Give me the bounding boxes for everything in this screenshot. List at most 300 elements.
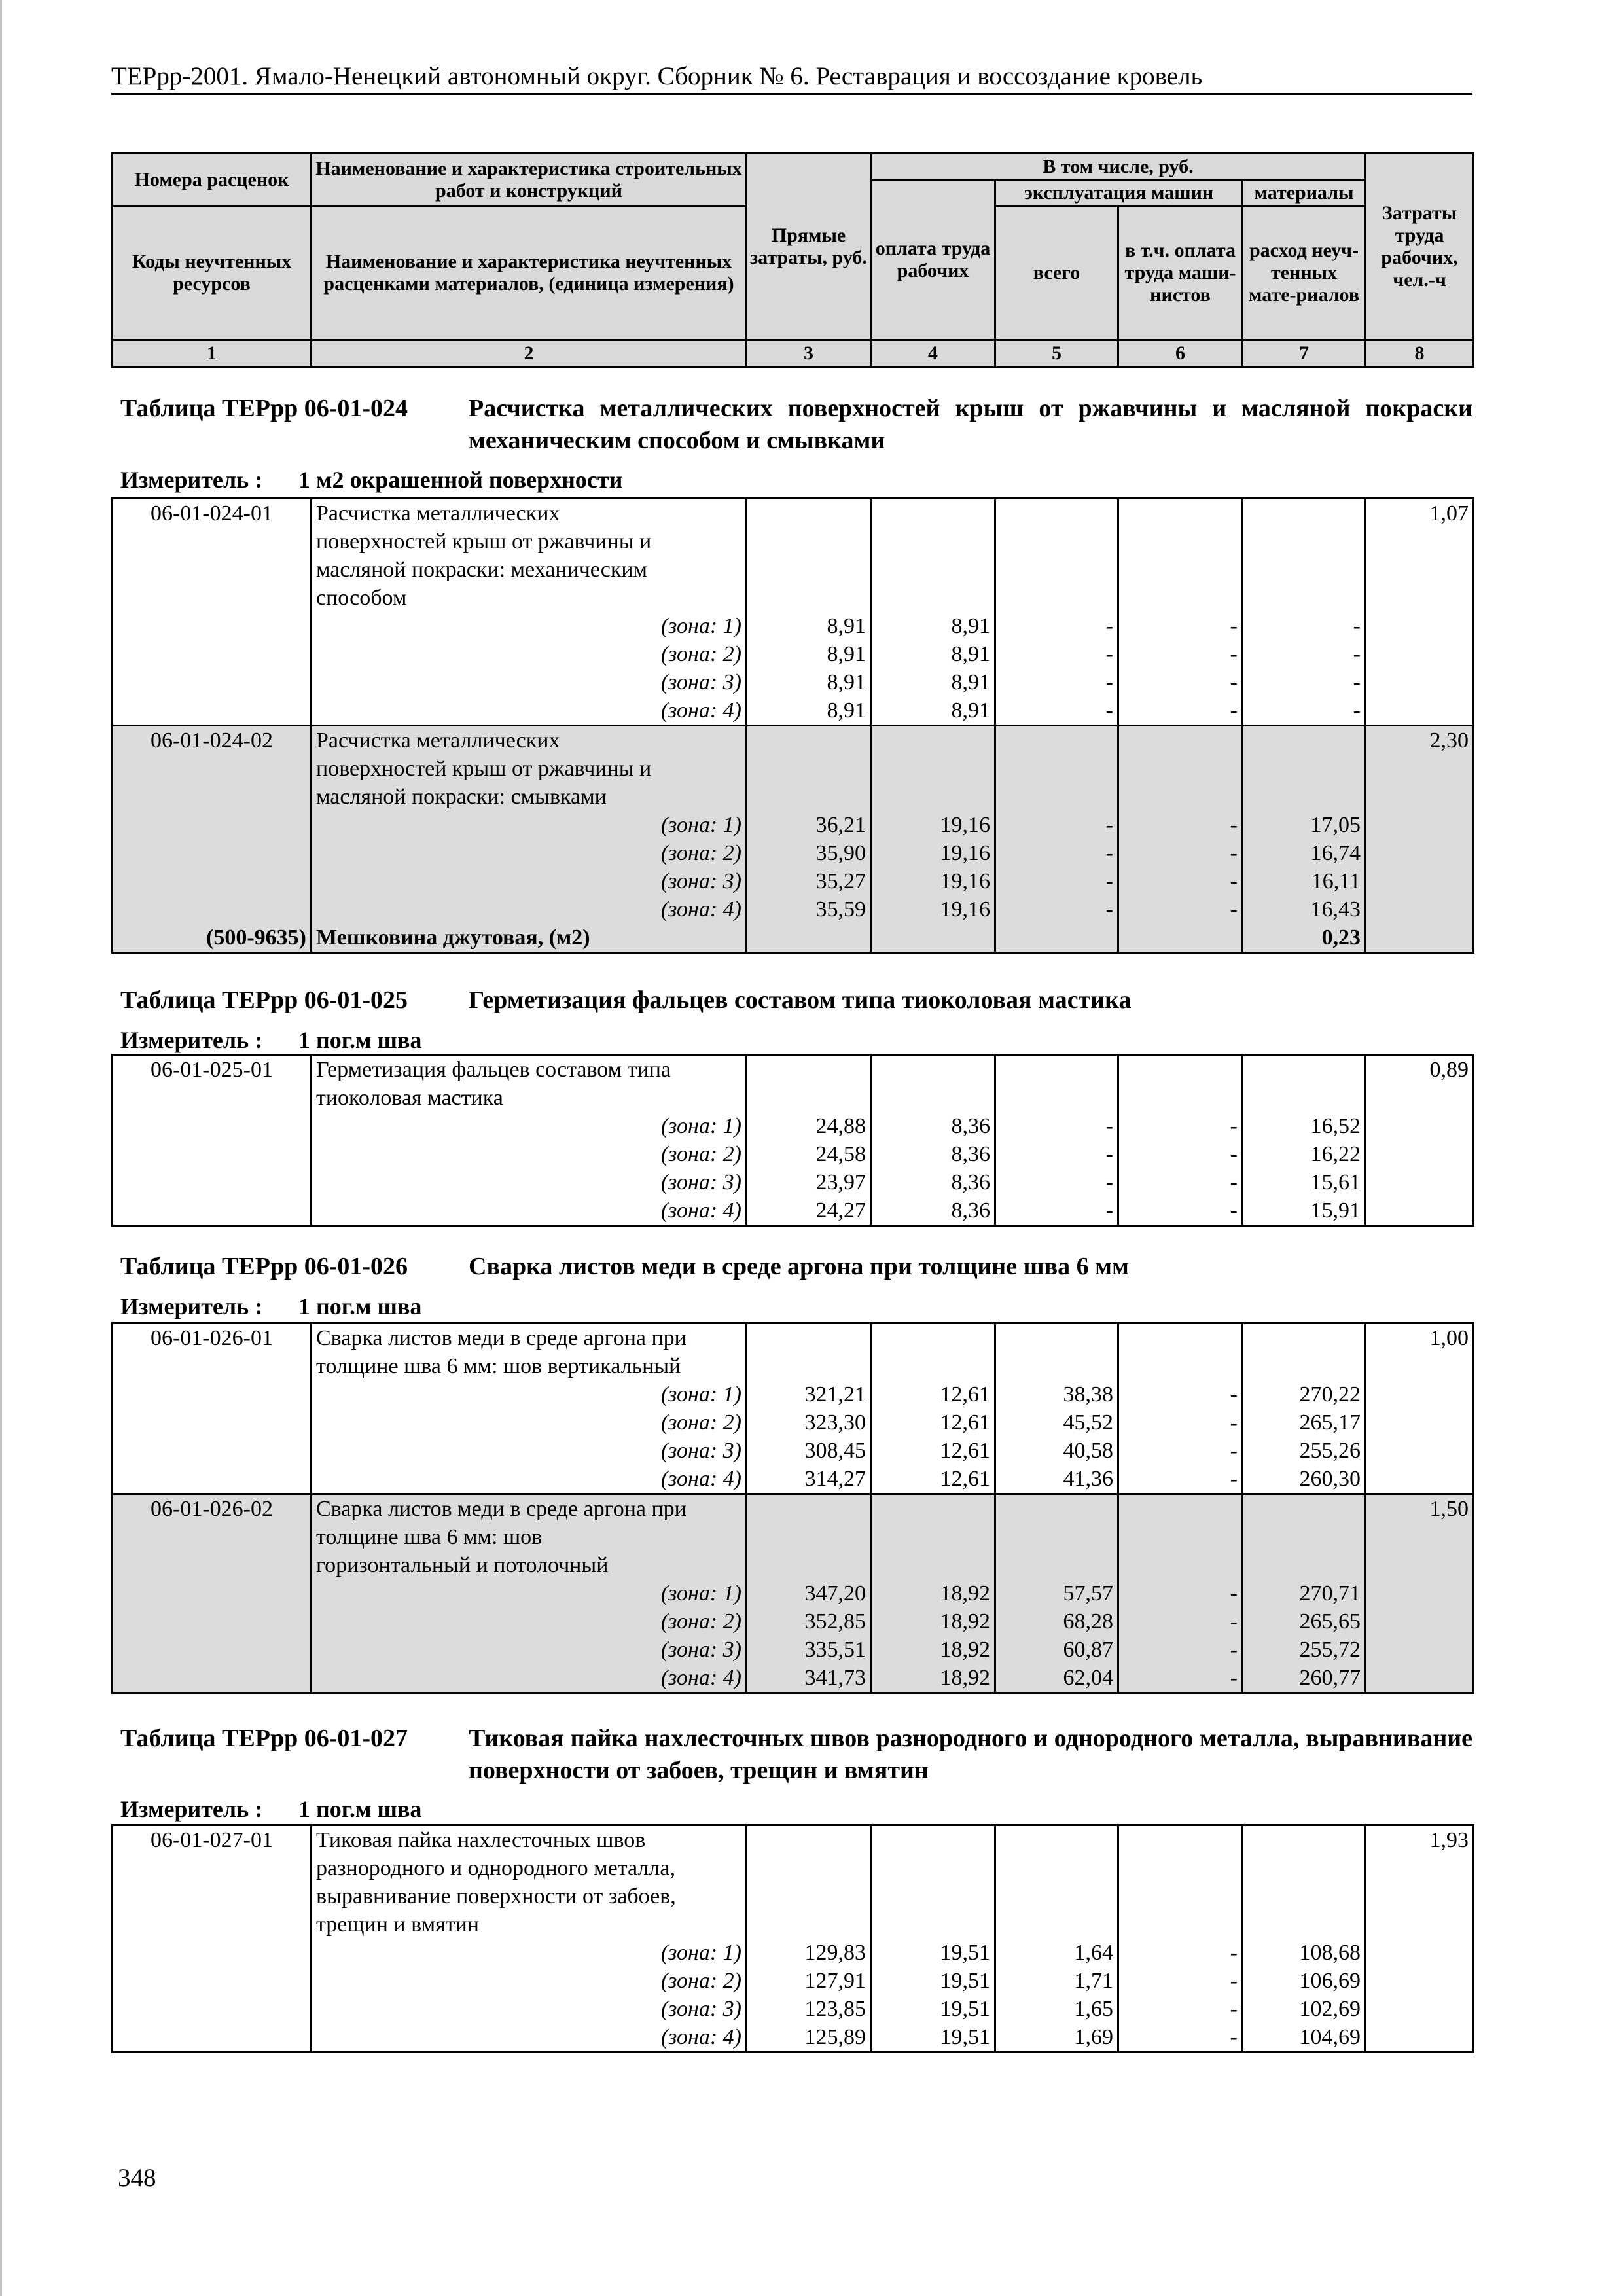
cell-empty (1366, 1380, 1474, 1408)
cell-empty (113, 1967, 312, 1995)
cell-empty (1366, 528, 1474, 556)
cell-empty (113, 528, 312, 556)
materials-cost: 270,22 (1243, 1380, 1366, 1408)
rate-name-line: Герметизация фальцев составом типа (312, 1055, 747, 1085)
cell-empty (1118, 1084, 1243, 1112)
cell-empty (747, 924, 871, 953)
rate-name-line: толщине шва 6 мм: шов (312, 1523, 747, 1551)
zone-price-row (113, 1939, 1474, 1967)
cell-empty (995, 499, 1118, 528)
cell-empty (1366, 1437, 1474, 1465)
materials-cost: 260,30 (1243, 1465, 1366, 1494)
rate-description-row (113, 584, 1474, 612)
cell-empty (747, 783, 871, 811)
direct-cost: 123,85 (747, 1995, 871, 2023)
zone-price-row (113, 1168, 1474, 1196)
direct-cost: 35,59 (747, 895, 871, 924)
cell-empty (1243, 726, 1366, 755)
rate-description-row (113, 1494, 1474, 1524)
materials-cost: 260,77 (1243, 1664, 1366, 1693)
zone-label: (зона: 2) (312, 839, 747, 867)
measure-value: 1 пог.м шва (298, 1796, 422, 1822)
measure-value: 1 пог.м шва (298, 1027, 422, 1053)
machinist-pay: - (1118, 2023, 1243, 2053)
machines-total: 45,52 (995, 1408, 1118, 1437)
machines-total: - (995, 1168, 1118, 1196)
cell-empty (747, 1084, 871, 1112)
cell-empty (995, 528, 1118, 556)
zone-label: (зона: 3) (312, 1437, 747, 1465)
zone-label: (зона: 3) (312, 668, 747, 696)
page-number: 348 (118, 2164, 156, 2192)
cell-empty (1366, 1112, 1474, 1140)
cell-empty (1366, 1168, 1474, 1196)
direct-cost: 352,85 (747, 1607, 871, 1636)
machinist-pay: - (1118, 895, 1243, 924)
rate-name-line: выравнивание поверхности от забоев, (312, 1882, 747, 1910)
zone-price-row (113, 1579, 1474, 1607)
cell-empty (1366, 1084, 1474, 1112)
cell-empty (1118, 1523, 1243, 1551)
cell-empty (995, 1882, 1118, 1910)
cell-empty (113, 755, 312, 783)
zone-label: (зона: 2) (312, 640, 747, 668)
cell-empty (113, 1995, 312, 2023)
rate-name-line: способом (312, 584, 747, 612)
cell-empty (113, 839, 312, 867)
zone-price-row (113, 895, 1474, 924)
cell-empty (113, 783, 312, 811)
rate-description-row (113, 1882, 1474, 1910)
header-direct-costs: Прямые затраты, руб. (747, 154, 871, 340)
resource-quantity: 0,23 (1243, 924, 1366, 953)
labor-pay: 19,51 (871, 2023, 995, 2053)
cell-empty (1366, 839, 1474, 867)
rate-name-line: Расчистка металлических (312, 499, 747, 528)
measure-unit (120, 1293, 421, 1320)
machinist-pay: - (1118, 640, 1243, 668)
cell-empty (1366, 755, 1474, 783)
cell-empty (747, 1323, 871, 1353)
cell-empty (113, 1910, 312, 1939)
labor-pay: 19,16 (871, 895, 995, 924)
direct-cost: 125,89 (747, 2023, 871, 2053)
cell-empty (747, 1523, 871, 1551)
zone-price-row (113, 1196, 1474, 1226)
zone-price-row (113, 1995, 1474, 2023)
cell-empty (1243, 1910, 1366, 1939)
labor-pay: 8,36 (871, 1168, 995, 1196)
cell-empty (871, 1523, 995, 1551)
page-edge-rule (0, 0, 2, 2296)
rate-description-row (113, 1825, 1474, 1855)
cell-empty (1118, 1825, 1243, 1855)
cell-empty (995, 1551, 1118, 1579)
machinist-pay: - (1118, 1408, 1243, 1437)
cell-empty (747, 528, 871, 556)
rate-description-row (113, 1551, 1474, 1579)
labor-cost: 1,50 (1366, 1494, 1474, 1524)
cell-empty (1366, 1967, 1474, 1995)
cell-empty (113, 1168, 312, 1196)
cell-empty (1366, 1939, 1474, 1967)
column-header-table (111, 152, 1474, 368)
direct-cost: 8,91 (747, 668, 871, 696)
zone-price-row (113, 867, 1474, 895)
cell-empty (1366, 640, 1474, 668)
machinist-pay: - (1118, 1636, 1243, 1664)
rate-name-line: масляной покраски: смывками (312, 783, 747, 811)
cell-empty (995, 1825, 1118, 1855)
measure-value: 1 м2 окрашенной поверхности (298, 467, 623, 493)
labor-pay: 18,92 (871, 1579, 995, 1607)
labor-pay: 8,36 (871, 1140, 995, 1168)
cell-empty (995, 1323, 1118, 1353)
measure-label: Измеритель : (120, 1027, 263, 1053)
materials-cost: 255,72 (1243, 1636, 1366, 1664)
labor-pay: 8,36 (871, 1112, 995, 1140)
cell-empty (1243, 1523, 1366, 1551)
rate-name-line: масляной покраски: механическим (312, 556, 747, 584)
header-labor-costs: Затраты труда рабочих, чел.-ч (1366, 154, 1474, 340)
cell-empty (1118, 556, 1243, 584)
rate-description-row (113, 1323, 1474, 1353)
cell-empty (113, 1437, 312, 1465)
cell-empty (1366, 1882, 1474, 1910)
cell-empty (113, 1465, 312, 1494)
zone-label: (зона: 1) (312, 1380, 747, 1408)
rate-description-row (113, 556, 1474, 584)
materials-cost: 255,26 (1243, 1437, 1366, 1465)
cell-empty (747, 1055, 871, 1085)
cell-empty (995, 1523, 1118, 1551)
rate-description-row (113, 726, 1474, 755)
labor-pay: 19,16 (871, 811, 995, 839)
direct-cost: 36,21 (747, 811, 871, 839)
measure-value: 1 пог.м шва (298, 1293, 422, 1319)
labor-pay: 19,16 (871, 839, 995, 867)
header-labor-pay: оплата труда рабочих (871, 180, 995, 340)
header-column-numbers (113, 340, 1474, 367)
labor-pay: 8,36 (871, 1196, 995, 1226)
rate-description-row (113, 1352, 1474, 1380)
unaccounted-resource-row (113, 924, 1474, 953)
materials-cost: 16,22 (1243, 1140, 1366, 1168)
materials-cost: - (1243, 668, 1366, 696)
cell-empty (1243, 528, 1366, 556)
header-rate-number: Номера расценок (113, 154, 312, 206)
materials-cost: 104,69 (1243, 2023, 1366, 2053)
cell-empty (871, 1882, 995, 1910)
labor-pay: 8,91 (871, 612, 995, 640)
materials-cost: 16,52 (1243, 1112, 1366, 1140)
machines-total: 1,69 (995, 2023, 1118, 2053)
zone-price-row (113, 811, 1474, 839)
rate-description-row (113, 1055, 1474, 1085)
column-number: 8 (1366, 340, 1474, 367)
materials-cost: 16,74 (1243, 839, 1366, 867)
zone-label: (зона: 4) (312, 1465, 747, 1494)
zone-price-row (113, 1408, 1474, 1437)
cell-empty (1243, 1882, 1366, 1910)
cell-empty (1366, 612, 1474, 640)
cell-empty (113, 811, 312, 839)
machinist-pay: - (1118, 1967, 1243, 1995)
cell-empty (113, 556, 312, 584)
materials-cost: 102,69 (1243, 1995, 1366, 2023)
labor-pay: 8,91 (871, 668, 995, 696)
machinist-pay: - (1118, 1380, 1243, 1408)
cell-empty (1366, 924, 1474, 953)
cell-empty (1366, 1995, 1474, 2023)
zone-price-row (113, 612, 1474, 640)
zone-label: (зона: 4) (312, 1664, 747, 1693)
measure-unit (120, 1795, 421, 1823)
zone-price-row (113, 1112, 1474, 1140)
direct-cost: 24,58 (747, 1140, 871, 1168)
zone-label: (зона: 2) (312, 1140, 747, 1168)
cell-empty (1243, 556, 1366, 584)
zone-price-row (113, 668, 1474, 696)
zone-label: (зона: 1) (312, 811, 747, 839)
cell-empty (113, 668, 312, 696)
cell-empty (1366, 811, 1474, 839)
cell-empty (747, 499, 871, 528)
machines-total: - (995, 696, 1118, 726)
machinist-pay: - (1118, 1664, 1243, 1693)
cell-empty (871, 556, 995, 584)
column-number: 5 (995, 340, 1118, 367)
cell-empty (995, 1854, 1118, 1882)
cell-empty (1366, 1607, 1474, 1636)
zone-price-row (113, 1140, 1474, 1168)
materials-cost: 16,11 (1243, 867, 1366, 895)
cell-empty (871, 1323, 995, 1353)
column-number: 1 (113, 340, 312, 367)
cell-empty (113, 895, 312, 924)
materials-cost: - (1243, 612, 1366, 640)
cell-empty (113, 1939, 312, 1967)
labor-pay: 12,61 (871, 1408, 995, 1437)
cell-empty (747, 1494, 871, 1524)
cell-empty (1118, 755, 1243, 783)
machines-total: - (995, 640, 1118, 668)
machinist-pay: - (1118, 1168, 1243, 1196)
rate-code: 06-01-026-02 (113, 1494, 312, 1524)
measure-label: Измеритель : (120, 1293, 263, 1319)
machines-total: - (995, 1140, 1118, 1168)
cell-empty (747, 726, 871, 755)
cell-empty (1366, 1465, 1474, 1494)
labor-cost: 2,30 (1366, 726, 1474, 755)
cell-empty (871, 499, 995, 528)
materials-cost: - (1243, 696, 1366, 726)
cell-empty (1366, 867, 1474, 895)
section-code: Таблица ТЕРрр 06-01-027 (120, 1725, 408, 1752)
rate-description-row (113, 783, 1474, 811)
zone-label: (зона: 1) (312, 1579, 747, 1607)
cell-empty (1366, 1579, 1474, 1607)
measure-unit (120, 466, 622, 493)
rate-name-line: Сварка листов меди в среде аргона при (312, 1494, 747, 1524)
zone-price-row (113, 1380, 1474, 1408)
machinist-pay: - (1118, 668, 1243, 696)
machines-total: 1,71 (995, 1967, 1118, 1995)
cell-empty (871, 726, 995, 755)
labor-pay: 18,92 (871, 1664, 995, 1693)
rate-name-line: Сварка листов меди в среде аргона при (312, 1323, 747, 1353)
cell-empty (1366, 1196, 1474, 1226)
machines-total: - (995, 895, 1118, 924)
machines-total: - (995, 867, 1118, 895)
cell-empty (1366, 1352, 1474, 1380)
cell-empty (113, 2023, 312, 2053)
cell-empty (113, 612, 312, 640)
rate-code: 06-01-027-01 (113, 1825, 312, 1855)
cell-empty (1118, 924, 1243, 953)
direct-cost: 314,27 (747, 1465, 871, 1494)
cell-empty (113, 1352, 312, 1380)
direct-cost: 347,20 (747, 1579, 871, 1607)
machines-total: 57,57 (995, 1579, 1118, 1607)
labor-cost: 1,00 (1366, 1323, 1474, 1353)
machines-total: 1,64 (995, 1939, 1118, 1967)
cell-empty (1118, 1882, 1243, 1910)
cell-empty (747, 1882, 871, 1910)
zone-price-row (113, 839, 1474, 867)
machinist-pay: - (1118, 1995, 1243, 2023)
machinist-pay: - (1118, 811, 1243, 839)
zone-price-row (113, 1636, 1474, 1664)
cell-empty (1118, 1323, 1243, 1353)
zone-label: (зона: 1) (312, 612, 747, 640)
cell-empty (113, 584, 312, 612)
cell-empty (871, 755, 995, 783)
machines-total: 60,87 (995, 1636, 1118, 1664)
rate-description-row (113, 1523, 1474, 1551)
labor-pay: 12,61 (871, 1380, 995, 1408)
column-number: 7 (1243, 340, 1366, 367)
machines-total: - (995, 1112, 1118, 1140)
cell-empty (113, 1854, 312, 1882)
section-heading (120, 393, 1472, 457)
rate-name-line: толщине шва 6 мм: шов вертикальный (312, 1352, 747, 1380)
header-machines: эксплуатация машин (995, 180, 1243, 206)
cell-empty (1118, 726, 1243, 755)
machines-total: - (995, 839, 1118, 867)
cell-empty (1118, 499, 1243, 528)
cell-empty (871, 1055, 995, 1085)
cell-empty (995, 584, 1118, 612)
machinist-pay: - (1118, 1579, 1243, 1607)
labor-pay: 8,91 (871, 640, 995, 668)
materials-cost: 106,69 (1243, 1967, 1366, 1995)
labor-pay: 12,61 (871, 1437, 995, 1465)
cell-empty (1243, 755, 1366, 783)
direct-cost: 8,91 (747, 640, 871, 668)
zone-label: (зона: 3) (312, 1636, 747, 1664)
cell-empty (1243, 1055, 1366, 1085)
cell-empty (1366, 1408, 1474, 1437)
machines-total: 40,58 (995, 1437, 1118, 1465)
rate-description-row (113, 1910, 1474, 1939)
column-number: 4 (871, 340, 995, 367)
cell-empty (1366, 895, 1474, 924)
rate-name-line: разнородного и однородного металла, (312, 1854, 747, 1882)
cell-empty (1243, 1323, 1366, 1353)
cell-empty (871, 584, 995, 612)
header-unaccounted-materials: расход неуч-тенных мате-риалов (1243, 206, 1366, 340)
cell-empty (1118, 1055, 1243, 1085)
direct-cost: 308,45 (747, 1437, 871, 1465)
zone-label: (зона: 4) (312, 1196, 747, 1226)
labor-pay: 12,61 (871, 1465, 995, 1494)
cell-empty (113, 1408, 312, 1437)
resource-code: (500-9635) (113, 924, 312, 953)
cell-empty (1366, 556, 1474, 584)
cell-empty (995, 755, 1118, 783)
cell-empty (113, 1607, 312, 1636)
column-number: 6 (1118, 340, 1243, 367)
machinist-pay: - (1118, 696, 1243, 726)
zone-label: (зона: 3) (312, 867, 747, 895)
zone-label: (зона: 3) (312, 1995, 747, 2023)
zone-price-row (113, 1607, 1474, 1636)
rate-name-line: Тиковая пайка нахлесточных швов (312, 1825, 747, 1855)
cell-empty (113, 1882, 312, 1910)
direct-cost: 321,21 (747, 1380, 871, 1408)
cell-empty (747, 1551, 871, 1579)
cell-empty (1366, 1636, 1474, 1664)
labor-pay: 19,16 (871, 867, 995, 895)
rate-name-line: тиоколовая мастика (312, 1084, 747, 1112)
cell-empty (995, 924, 1118, 953)
labor-pay: 18,92 (871, 1607, 995, 1636)
section-code: Таблица ТЕРрр 06-01-024 (120, 395, 408, 422)
header-work-name: Наименование и характеристика строительных работ и конструкций (312, 154, 747, 206)
cell-empty (1366, 1523, 1474, 1551)
cell-empty (1243, 1494, 1366, 1524)
rate-name-line: поверхностей крыш от ржавчины и (312, 755, 747, 783)
cell-empty (747, 1825, 871, 1855)
section-heading (120, 1723, 1472, 1787)
materials-cost: 108,68 (1243, 1939, 1366, 1967)
measure-unit (120, 1026, 421, 1054)
machinist-pay: - (1118, 612, 1243, 640)
machines-total: - (995, 811, 1118, 839)
zone-price-row (113, 1437, 1474, 1465)
zone-label: (зона: 2) (312, 1607, 747, 1636)
cell-empty (1118, 1494, 1243, 1524)
labor-cost: 1,93 (1366, 1825, 1474, 1855)
machinist-pay: - (1118, 1607, 1243, 1636)
machinist-pay: - (1118, 1140, 1243, 1168)
cell-empty (113, 1084, 312, 1112)
cell-empty (113, 1112, 312, 1140)
rate-code: 06-01-024-02 (113, 726, 312, 755)
cell-empty (995, 1352, 1118, 1380)
direct-cost: 35,90 (747, 839, 871, 867)
direct-cost: 335,51 (747, 1636, 871, 1664)
zone-price-row (113, 640, 1474, 668)
cell-empty (871, 1825, 995, 1855)
materials-cost: 15,61 (1243, 1168, 1366, 1196)
machinist-pay: - (1118, 1465, 1243, 1494)
materials-cost: 265,17 (1243, 1408, 1366, 1437)
cell-empty (995, 556, 1118, 584)
labor-pay: 19,51 (871, 1967, 995, 1995)
labor-cost: 0,89 (1366, 1055, 1474, 1085)
